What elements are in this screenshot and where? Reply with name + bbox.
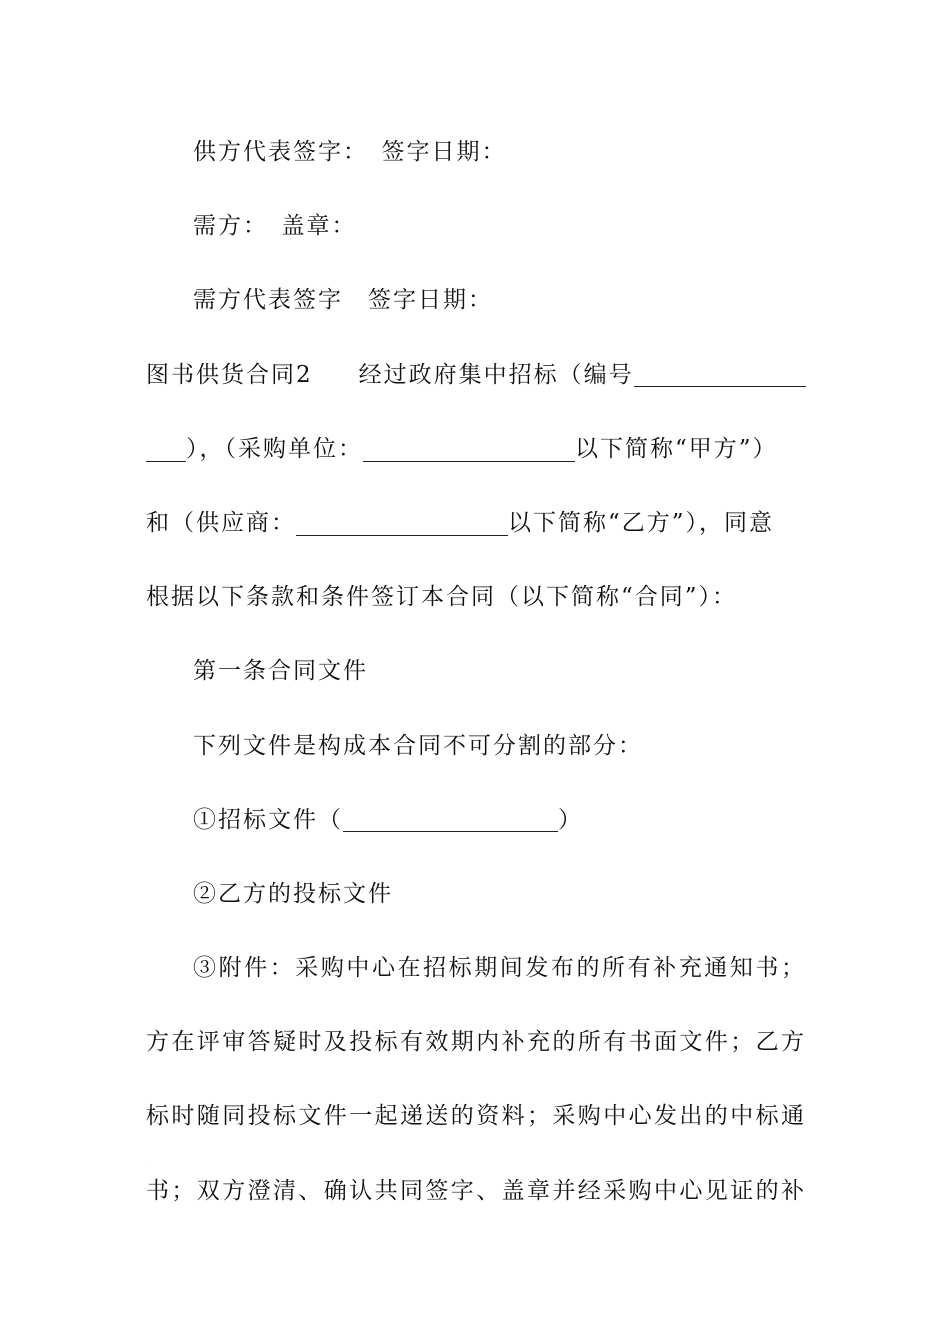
supplier-blank <box>296 509 508 535</box>
tender-number-blank <box>634 361 806 387</box>
tender-number-blank-cont <box>146 435 186 461</box>
document-item-2: ②乙方的投标文件 <box>193 880 393 907</box>
article-1-lead: 下列文件是构成本合同不可分割的部分： <box>193 732 643 759</box>
contract-intro-line-3 <box>146 494 806 568</box>
supplier-label: 和（供应商： <box>146 509 296 536</box>
item-1-suffix: ） <box>558 806 583 833</box>
contract-intro-line-2 <box>146 420 806 494</box>
party-a-alias: 以下简称“甲方”） <box>575 435 778 462</box>
document-body <box>146 123 806 1236</box>
contract-title: 图书供货合同2 <box>146 361 313 388</box>
contract-intro-text: 经过政府集中招标（编号 <box>358 361 634 388</box>
purchaser-label: ），（采购单位： <box>186 435 363 462</box>
party-b-alias: 以下简称“乙方”），同意 <box>508 509 775 536</box>
contract-intro-line-1 <box>146 346 806 420</box>
contract-intro-line-4: 根据以下条款和条件签订本合同（以下简称“合同”）： <box>146 584 738 611</box>
item-1-prefix: ①招标文件（ <box>193 806 343 833</box>
buyer-signature-line: 需方代表签字 签字日期： <box>193 287 493 314</box>
document-item-3-line-1: ③附件：采购中心在招标期间发布的所有补充通知书； <box>193 955 806 982</box>
supplier-signature-line: 供方代表签字： 签字日期： <box>193 139 507 165</box>
document-item-3-line-4: 书；双方澄清、确认共同签字、盖章并经采购中心见证的补 <box>146 1177 806 1204</box>
tender-document-blank <box>343 806 558 832</box>
document-item-3-line-3: 标时随同投标文件一起递送的资料；采购中心发出的中标通 <box>146 1103 806 1130</box>
document-item-1 <box>146 791 806 865</box>
article-1-title: 第一条合同文件 <box>193 658 368 685</box>
buyer-seal-line: 需方： 盖章： <box>193 213 357 240</box>
document-item-3-line-2: 方在评审答疑时及投标有效期内补充的所有书面文件；乙方 <box>146 1029 806 1056</box>
purchaser-blank <box>363 435 575 461</box>
